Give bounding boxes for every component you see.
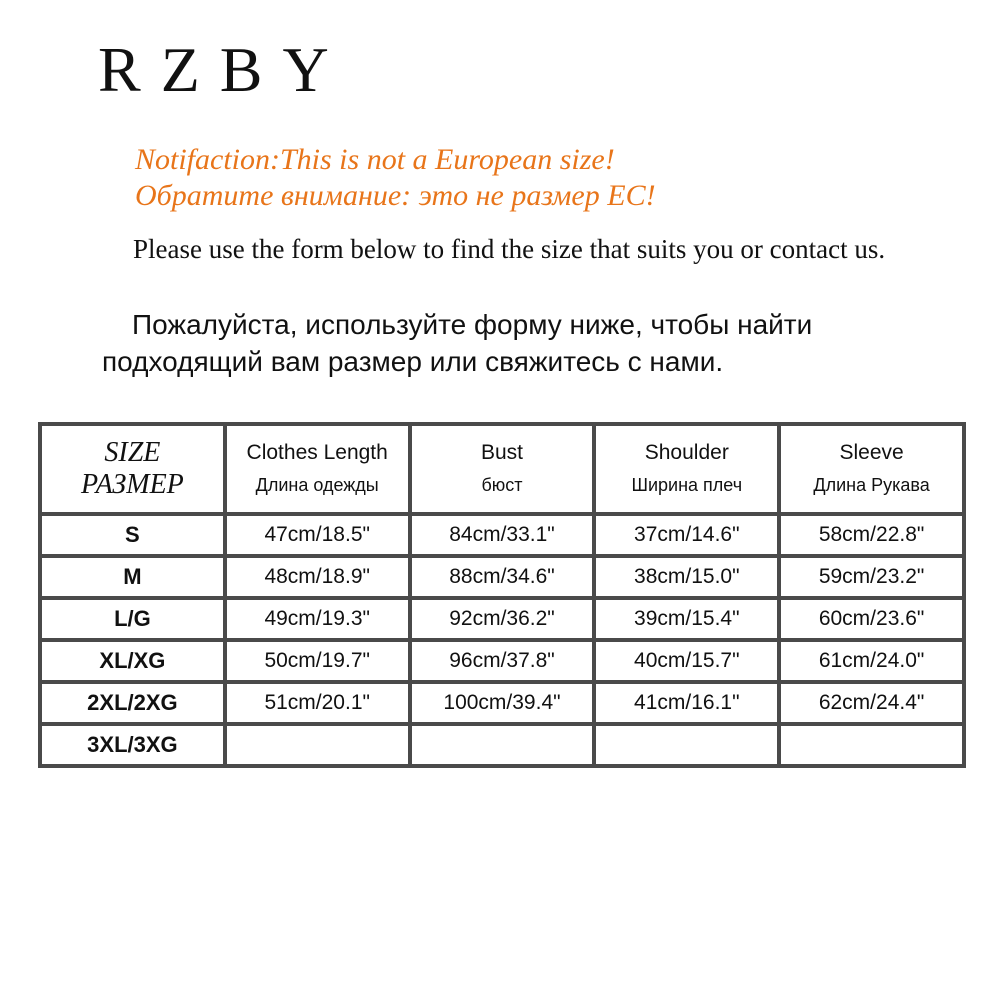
sleeve-cell: 60cm/23.6" — [779, 598, 964, 640]
table-row — [40, 682, 964, 724]
table-row — [40, 514, 964, 556]
intro-text-en: Please use the form below to find the size that suits you or contact us. — [133, 234, 886, 264]
shoulder-cell: 40cm/15.7" — [594, 640, 779, 682]
sleeve-cell: 59cm/23.2" — [779, 556, 964, 598]
shoulder-cell: 37cm/14.6" — [594, 514, 779, 556]
bust-cell: 96cm/37.8" — [410, 640, 595, 682]
size-cell: 3XL/3XG — [40, 724, 225, 766]
bust-cell: 88cm/34.6" — [410, 556, 595, 598]
column-header-en: Clothes Length — [246, 441, 388, 464]
column-header-en: Shoulder — [644, 441, 729, 464]
column-header-en: Sleeve — [839, 441, 904, 464]
clothes-length-cell — [225, 724, 410, 766]
clothes-length-cell: 50cm/19.7" — [225, 640, 410, 682]
column-header-ru: Ширина плеч — [631, 475, 743, 495]
clothes-length-cell: 51cm/20.1" — [225, 682, 410, 724]
clothes-length-cell: 47cm/18.5" — [225, 514, 410, 556]
table-header-row — [40, 424, 964, 514]
size-notice — [135, 142, 656, 214]
size-cell: XL/XG — [40, 640, 225, 682]
intro-text-ru: Пожалуйста, используйте форму ниже, чтобы найти подходящий вам размер или свяжитесь с нами. — [102, 309, 813, 377]
column-header-sleeve — [779, 424, 964, 514]
brand-logo: RZBY — [98, 34, 349, 105]
column-header-bust — [410, 424, 595, 514]
sleeve-cell: 58cm/22.8" — [779, 514, 964, 556]
size-column-header — [40, 424, 225, 514]
shoulder-cell — [594, 724, 779, 766]
column-header-ru: Длина одежды — [255, 475, 379, 495]
size-header-en: SIZE — [104, 437, 161, 468]
size-chart-table — [38, 422, 966, 768]
size-cell: 2XL/2XG — [40, 682, 225, 724]
sleeve-cell: 62cm/24.4" — [779, 682, 964, 724]
sleeve-cell — [779, 724, 964, 766]
clothes-length-cell: 48cm/18.9" — [225, 556, 410, 598]
table-row — [40, 556, 964, 598]
column-header-clothes-length — [225, 424, 410, 514]
table-row — [40, 640, 964, 682]
column-header-en: Bust — [480, 441, 523, 464]
clothes-length-cell: 49cm/19.3" — [225, 598, 410, 640]
size-cell: M — [40, 556, 225, 598]
column-header-ru: бюст — [481, 475, 523, 495]
table-row — [40, 598, 964, 640]
size-cell: L/G — [40, 598, 225, 640]
column-header-ru: Длина Рукава — [813, 475, 930, 495]
sleeve-cell: 61cm/24.0" — [779, 640, 964, 682]
shoulder-cell: 38cm/15.0" — [594, 556, 779, 598]
bust-cell — [410, 724, 595, 766]
shoulder-cell: 41cm/16.1" — [594, 682, 779, 724]
size-cell: S — [40, 514, 225, 556]
bust-cell: 92cm/36.2" — [410, 598, 595, 640]
size-notice-en: Notifaction:This is not a European size! — [135, 143, 615, 176]
size-header-ru: РАЗМЕР — [81, 469, 184, 500]
size-notice-ru: Обратите внимание: это не размер ЕС! — [135, 179, 656, 212]
table-row — [40, 724, 964, 766]
bust-cell: 84cm/33.1" — [410, 514, 595, 556]
bust-cell: 100cm/39.4" — [410, 682, 595, 724]
column-header-shoulder — [594, 424, 779, 514]
shoulder-cell: 39cm/15.4" — [594, 598, 779, 640]
